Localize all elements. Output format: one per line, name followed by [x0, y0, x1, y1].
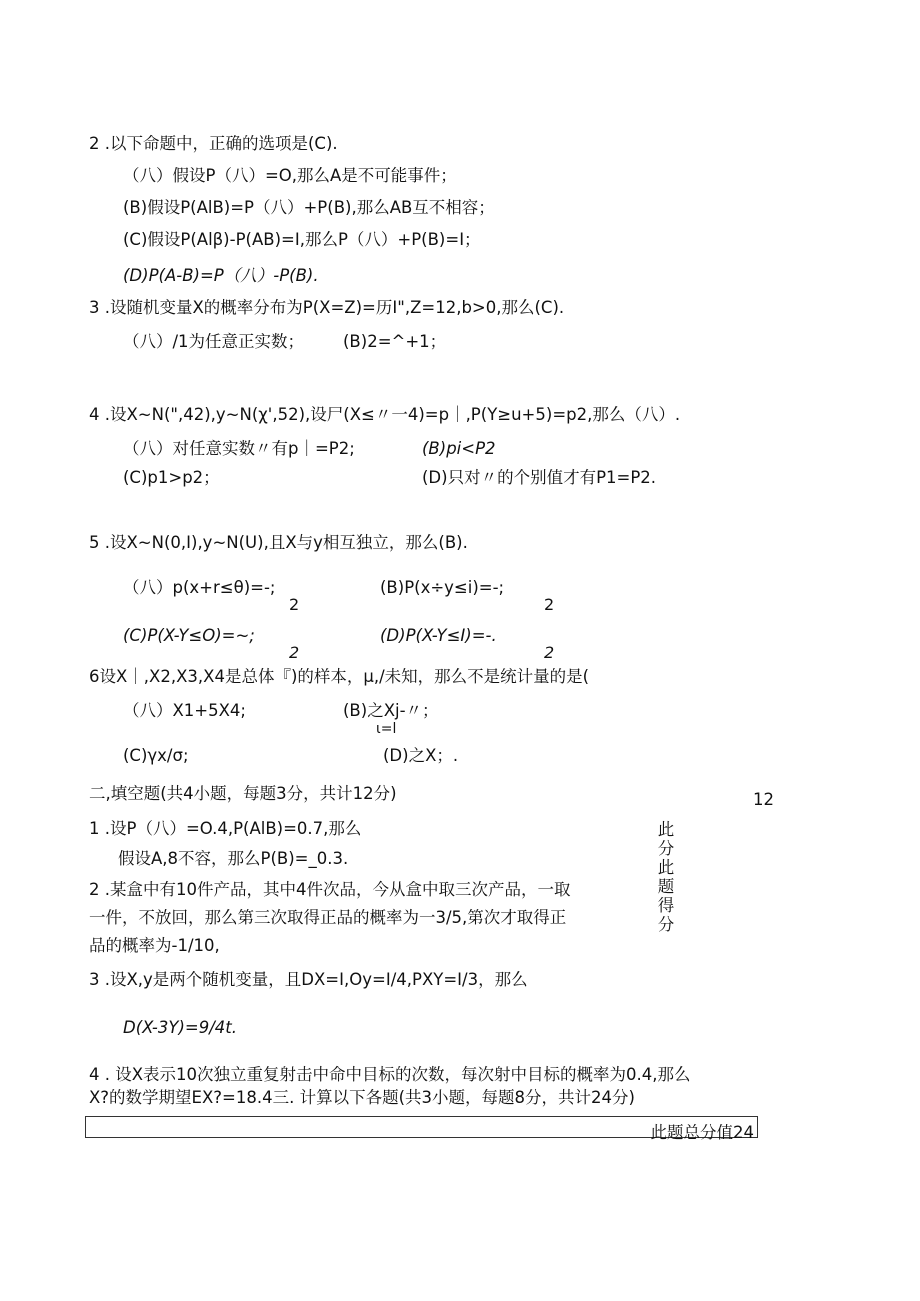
- question-2: 2 .以下命题中，正确的选项是(C).: [89, 134, 338, 153]
- question-5-option-a: （八）p(x+r≤θ)=-;: [123, 578, 276, 597]
- section-2-score: 12: [753, 790, 774, 809]
- question-5-option-d: (D)P(X-Y≤I)=-.: [380, 626, 497, 645]
- score-side-char: 分: [657, 839, 675, 858]
- score-side-char: 题: [657, 877, 675, 896]
- question-5-option-b-denominator: 2: [544, 595, 555, 614]
- question-6-option-a: （八）X1+5X4;: [123, 701, 246, 720]
- question-6: 6设X｜,X2,X3,X4是总体『)的样本，μ,/未知，那么不是统计量的是(: [89, 667, 590, 686]
- question-3: 3 .设随机变量X的概率分布为P(X=Z)=历I",Z=12,b>0,那么(C).: [89, 298, 565, 317]
- question-4-option-d: (D)只对〃的个别值才有P1=P2.: [422, 468, 657, 487]
- question-5-option-d-denominator: 2: [544, 643, 555, 662]
- fill-1: 1 .设P（八）=O.4,P(AlB)=0.7,那么: [89, 819, 362, 838]
- question-5: 5 .设X~N(0,I),y~N(U),且X与y相互独立，那么(B).: [89, 533, 468, 552]
- section-2-heading: 二,填空题(共4小题，每题3分，共计12分): [89, 784, 397, 803]
- question-4-option-c: (C)p1>p2；: [123, 468, 220, 487]
- score-box: [85, 1116, 758, 1142]
- question-4-option-a: （八）对任意实数〃有p｜=P2;: [123, 439, 355, 458]
- question-2-option-a: （八）假设P（八）=O,那么A是不可能事件；: [123, 166, 457, 185]
- question-2-option-d: (D)P(A-B)=P（八）-P(B).: [123, 266, 319, 285]
- fill-2-line-2: 一件，不放回，那么第三次取得正品的概率为一3/5,第次才取得正: [89, 908, 567, 927]
- score-side-char: 此: [657, 858, 675, 877]
- question-2-option-c: (C)假设P(Alβ)-P(AB)=I,那么P（八）+P(B)=I；: [123, 230, 481, 249]
- fill-1-answer: 假设A,8不容，那么P(B)=_0.3.: [118, 849, 349, 868]
- question-4-option-b: (B)pi<P2: [422, 439, 496, 458]
- fill-3: 3 .设X,y是两个随机变量，且DX=I,Oy=I/4,PXY=I/3，那么: [89, 970, 528, 989]
- question-5-option-b: (B)P(x÷y≤i)=-;: [380, 578, 505, 597]
- fill-4: 4 . 设X表示10次独立重复射击中命中目标的次数，每次射中目标的概率为0.4,那么: [89, 1065, 691, 1084]
- question-5-option-c-denominator: 2: [289, 643, 300, 662]
- score-box-label: 此题总分值24: [650, 1123, 754, 1142]
- question-5-option-a-denominator: 2: [289, 595, 300, 614]
- fill-2: 2 .某盒中有10件产品，其中4件次品，今从盒中取三次产品，一取: [89, 880, 571, 899]
- score-side-label: [656, 820, 676, 934]
- question-6-option-c: (C)γx/σ;: [123, 746, 189, 765]
- score-side-char: 分: [657, 915, 675, 934]
- question-3-option-a: （八）/1为任意正实数；: [123, 332, 305, 351]
- fill-3-answer: D(X-3Y)=9/4t.: [123, 1018, 237, 1037]
- question-5-option-c: (C)P(X-Y≤O)=~;: [123, 626, 255, 645]
- question-6-option-b: (B)之Xj-〃；: [343, 701, 439, 720]
- fill-2-line-3: 品的概率为-1/10,: [89, 936, 220, 955]
- score-side-char: 此: [657, 820, 675, 839]
- question-6-option-d: (D)之X；.: [383, 746, 459, 765]
- question-4: 4 .设X~N(",42),y~N(χ',52),设尸(X≤〃一4)=p｜,P(Y≥u+5)=p2,那么（八）.: [89, 405, 681, 424]
- question-3-option-b: (B)2=^+1；: [343, 332, 447, 351]
- score-side-char: 得: [657, 896, 675, 915]
- fill-4-line-2: X?的数学期望EX?=18.4三. 计算以下各题(共3小题，每题8分，共计24分): [89, 1088, 635, 1107]
- question-6-option-b-subscript: ι=l: [376, 721, 397, 737]
- question-2-option-b: (B)假设P(AlB)=P（八）+P(B),那么AB互不相容；: [123, 198, 495, 217]
